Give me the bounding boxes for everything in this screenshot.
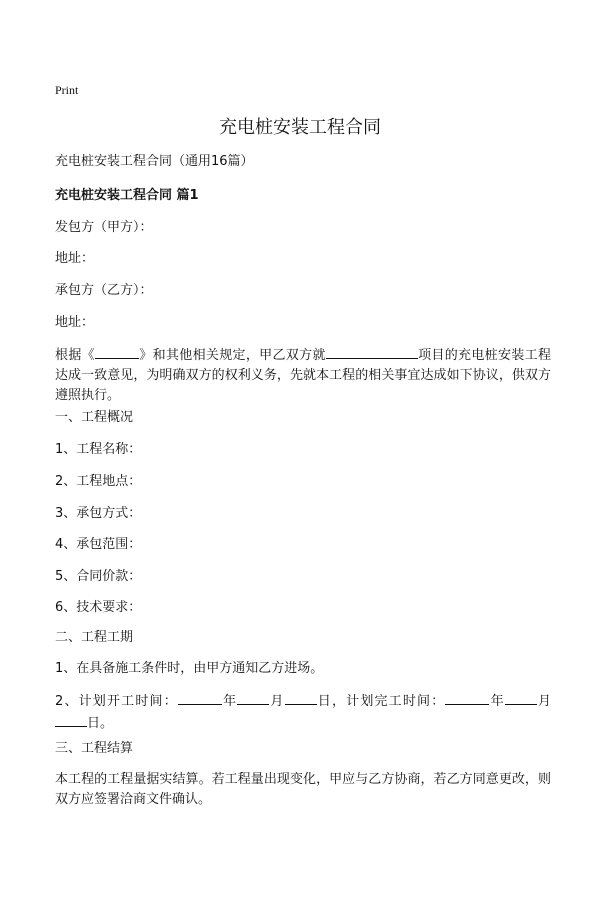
item-contract-price: 5、合同价款： bbox=[55, 569, 142, 584]
start-year-blank[interactable] bbox=[178, 690, 222, 705]
document-title: 充电桩安装工程合同 bbox=[219, 117, 381, 138]
schedule-prefix: 2、计划开工时间： bbox=[55, 694, 178, 709]
party-b-label: 承包方（乙方）： bbox=[55, 283, 153, 298]
settlement-paragraph: 本工程的工程量据实结算。若工程量出现变化，甲应与乙方协商，若乙方同意更改，则双方应签署洽商文件确认。 bbox=[55, 772, 551, 807]
item-project-location: 2、工程地点： bbox=[55, 474, 142, 489]
schedule-item2 bbox=[55, 690, 551, 734]
intro-part1: 根据《 bbox=[55, 348, 95, 363]
item-tech-requirements: 6、技术要求： bbox=[55, 600, 142, 615]
intro-part2: 》和其他相关规定，甲乙双方就 bbox=[138, 348, 326, 363]
section-heading: 充电桩安装工程合同 篇1 bbox=[55, 188, 199, 203]
end-month-blank[interactable] bbox=[505, 690, 537, 705]
section3-heading: 三、工程结算 bbox=[55, 741, 134, 756]
section1-heading: 一、工程概况 bbox=[55, 410, 134, 425]
end-year-blank[interactable] bbox=[445, 690, 489, 705]
end-day-blank[interactable] bbox=[55, 712, 87, 727]
start-year-label: 年 bbox=[221, 694, 238, 709]
item-contract-scope: 4、承包范围： bbox=[55, 537, 142, 552]
start-month-blank[interactable] bbox=[237, 690, 269, 705]
end-day-label: 日。 bbox=[87, 716, 114, 731]
end-month-label: 月 bbox=[536, 694, 551, 709]
section2-heading: 二、工程工期 bbox=[55, 630, 134, 645]
party-a-address: 地址： bbox=[55, 251, 95, 266]
end-year-label: 年 bbox=[489, 694, 505, 709]
schedule-item1: 1、在具备施工条件时，由甲方通知乙方进场。 bbox=[55, 661, 324, 676]
intro-paragraph bbox=[55, 344, 551, 406]
item-contract-method: 3、承包方式： bbox=[55, 506, 142, 521]
item-project-name: 1、工程名称： bbox=[55, 442, 142, 457]
start-day-sep: 日，计划完工时间： bbox=[316, 694, 446, 709]
party-a-label: 发包方（甲方）： bbox=[55, 220, 153, 235]
print-label: Print bbox=[55, 83, 79, 97]
start-day-blank[interactable] bbox=[285, 690, 317, 705]
law-name-blank[interactable] bbox=[95, 344, 139, 359]
document-subtitle: 充电桩安装工程合同（通用16篇） bbox=[55, 154, 254, 169]
project-name-blank[interactable] bbox=[326, 344, 418, 359]
intro-part3: 项目的充电桩安装工程达成一致意见，为明确双方的权利义务，先就本工程的相关事宜达成如下协议，供双方遵照执行。 bbox=[55, 348, 551, 403]
start-month-label: 月 bbox=[269, 694, 285, 709]
party-b-address: 地址： bbox=[55, 315, 95, 330]
